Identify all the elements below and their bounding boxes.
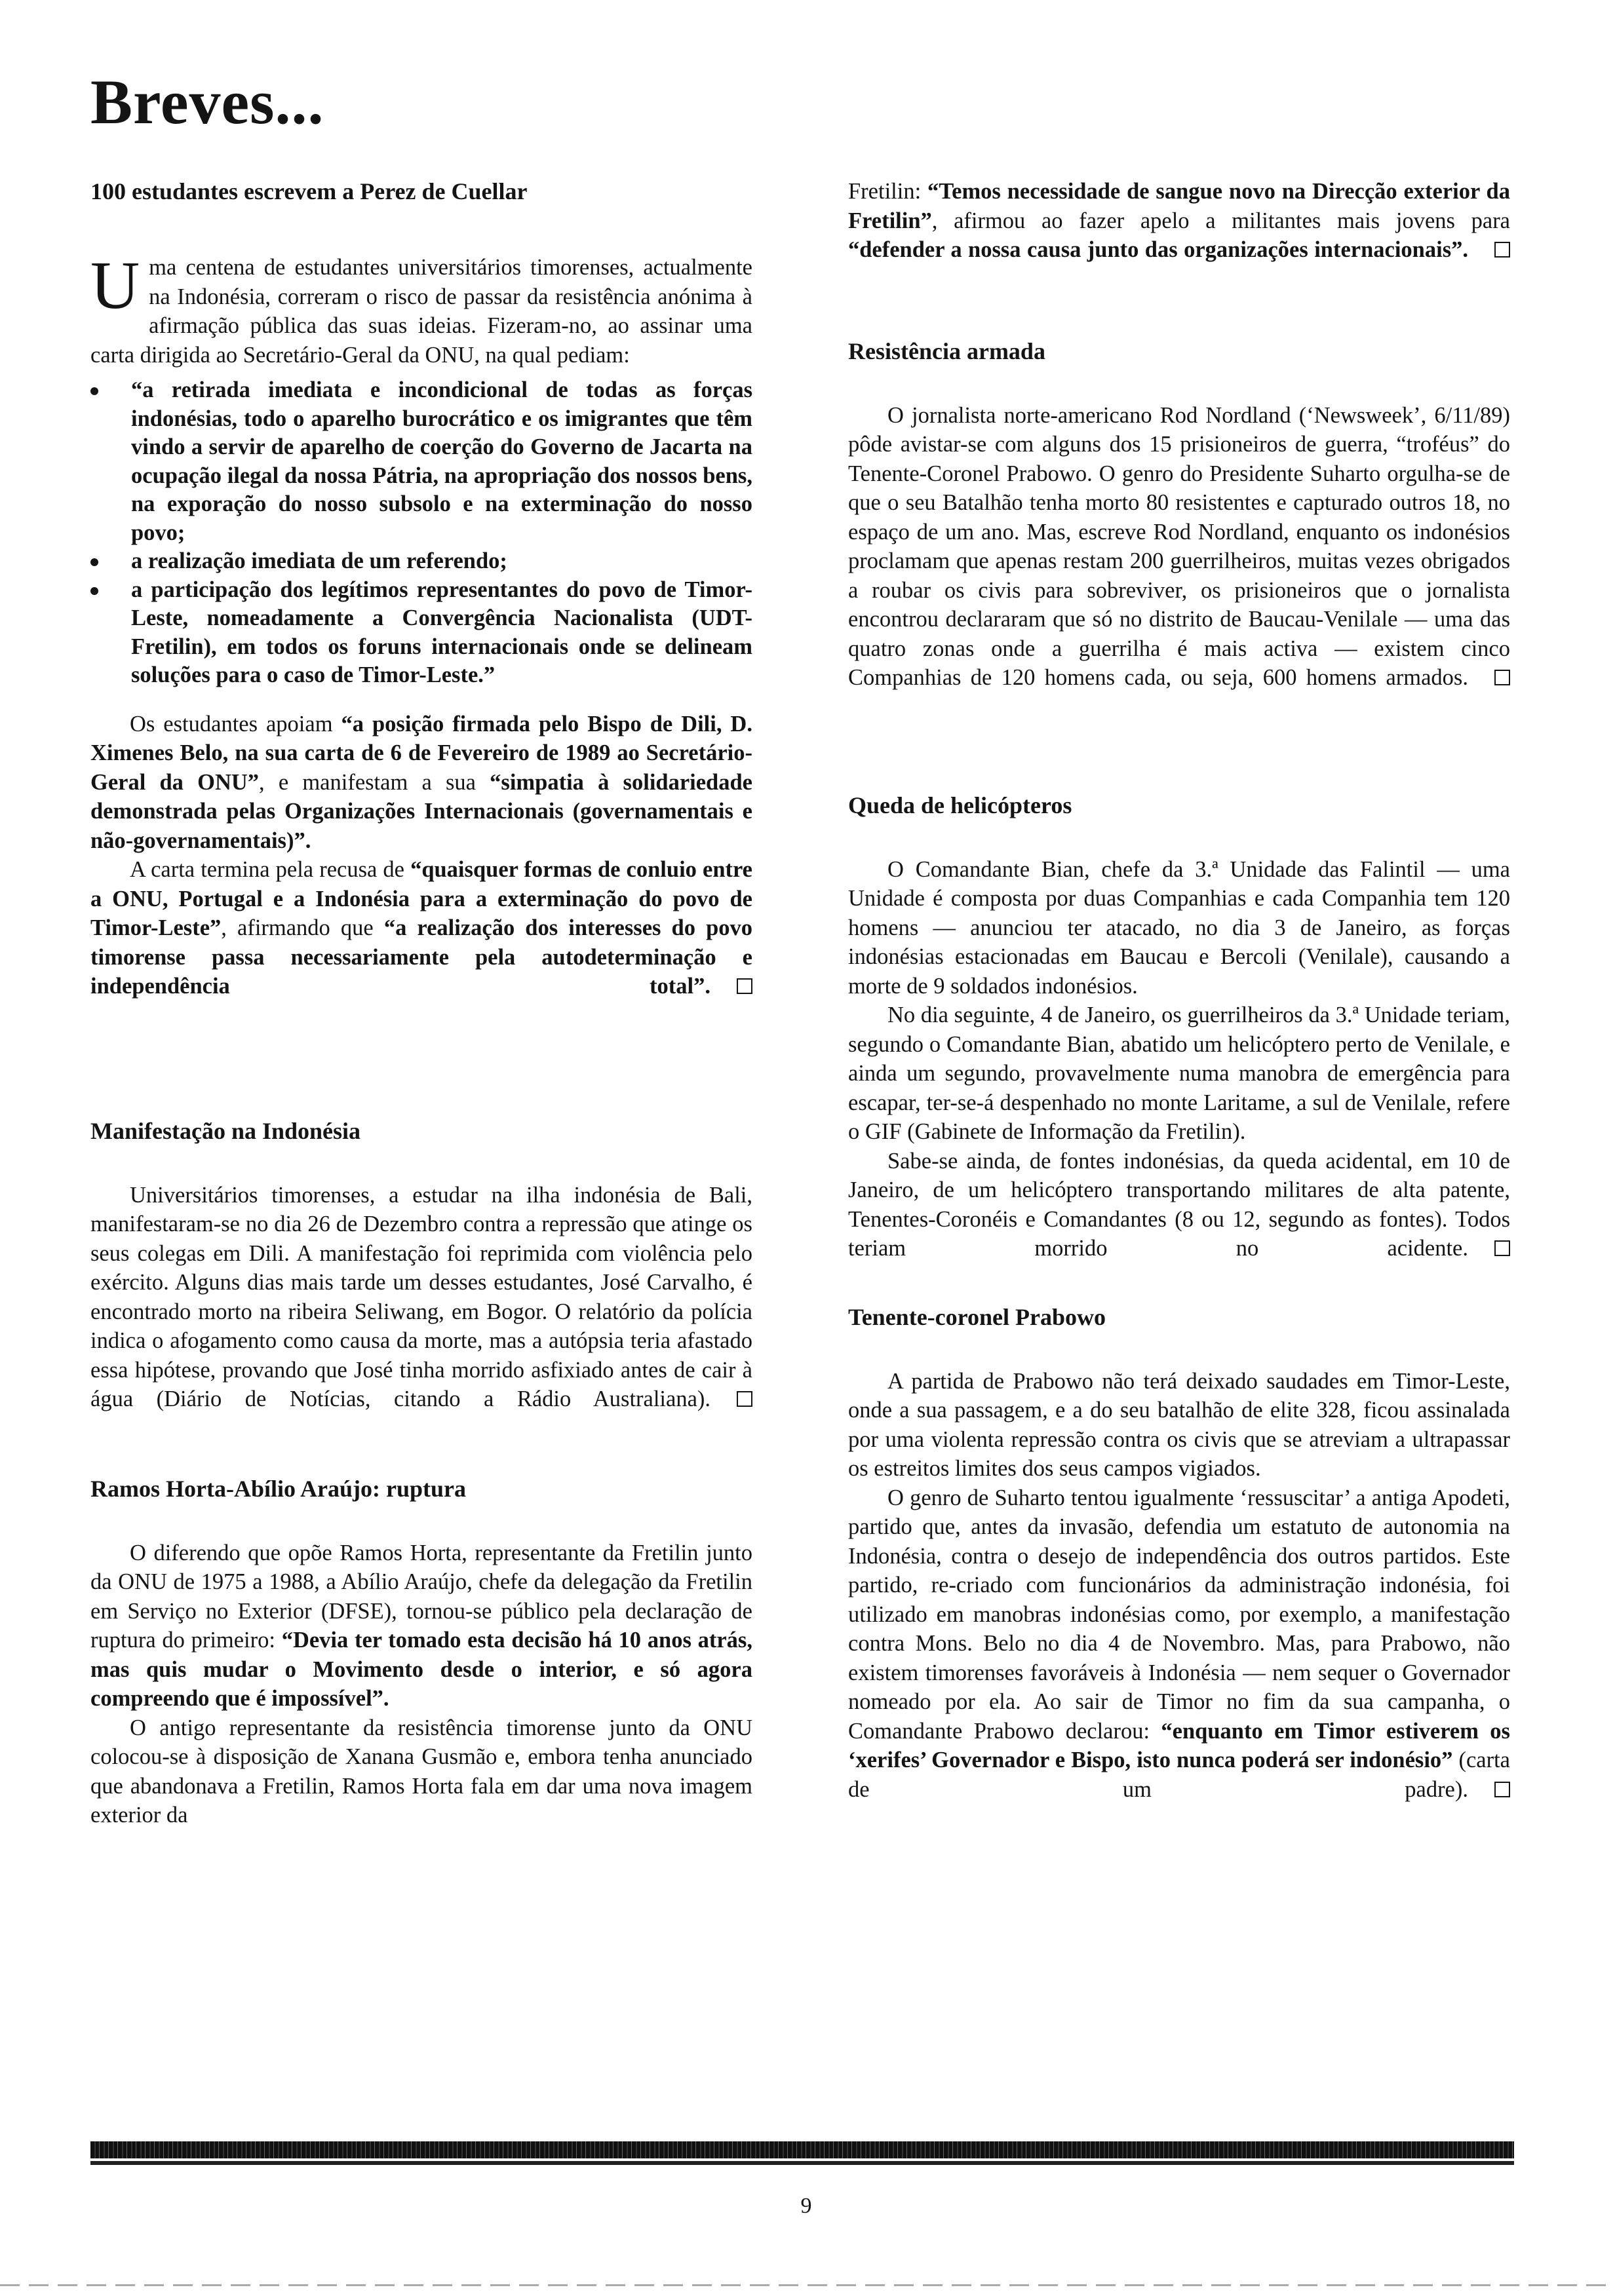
list-item: a realização imediata de um referendo; bbox=[90, 547, 752, 576]
article-paragraph: O jornalista norte-americano Rod Nordland (‘Newsweek’, 6/11/89) pôde avistar-se com alguns dos 15 prisioneiros de guerra, “troféus” do Tenente-Coronel Prabowo. O genro do Presidente Suharto orgulha-se de que o seu Batalhão tenha morto 80 resistentes e capturado outros 18, no espaço de um ano. Mas, escreve Rod Nordland, enquanto os indonésios proclamam que apenas restam 200 guerrilheiros, muitas vezes obrigados a roubar os civis para sobreviver, os prisioneiros que o jornalista encontrou declararam que só no distrito de Baucau-Venilale — uma das quatro zonas onde a guerrilha é mais activa — existem cinco Companhias de 120 homens cada, ou seja, 600 homens armados. bbox=[848, 401, 1510, 693]
list-item: “a retirada imediata e incondicional de todas as forças indonésias, todo o aparelho burocrático e os imigrantes que têm vindo a servir de aparelho de coerção do Governo de Jacarta na ocupação ilegal da nossa Pátria, na apropriação dos nossos bens, na exporação do nosso subsolo e na exterminação do nosso povo; bbox=[90, 376, 752, 547]
drop-cap: U bbox=[90, 248, 140, 323]
article-heading: 100 estudantes escrevem a Perez de Cuellar bbox=[90, 178, 528, 204]
footer-rule bbox=[90, 2141, 1514, 2158]
article-heading: Tenente-coronel Prabowo bbox=[848, 1303, 1106, 1330]
page-number: 9 bbox=[800, 2194, 812, 2218]
page-title: Breves... bbox=[90, 67, 324, 137]
article-paragraph: A partida de Prabowo não terá deixado saudades em Timor-Leste, onde a sua passagem, e a do seu batalhão de elite 328, ficou assinalada por uma violenta repressão contra os civis que se atreviam a ultrapassar os estreitos limites dos seus campos vigiados. bbox=[848, 1368, 1510, 1481]
article-paragraph: Os estudantes apoiam “a posição firmada pelo Bispo de Dili, D. Ximenes Belo, na sua carta de 6 de Fevereiro de 1989 ao Secretário-Geral da ONU”, e manifestam a sua “simpatia à solidariedade demonstrada pelas Organizações Internacionais (governamentais e não-governamentais)”. bbox=[90, 711, 752, 853]
article-paragraph: Universitários timorenses, a estudar na ilha indonésia de Bali, manifestaram-se no dia 26 de Dezembro contra a repressão que atinge os seus colegas em Dili. A manifestação foi reprimida com violência pelo exército. Alguns dias mais tarde um desses estudantes, José Carvalho, é encontrado morto na ribeira Seliwang, em Bogor. O relatório da polícia indica o afogamento como causa da morte, mas a autópsia teria afastado essa hipótese, provando que José tinha morrido asfixiado antes de cair à água (Diário de Notícias, citando a Rádio Australiana). bbox=[90, 1181, 752, 1414]
article-helicopteros bbox=[848, 791, 1510, 1263]
article-prabowo bbox=[848, 1303, 1510, 1805]
article-paragraph: A carta termina pela recusa de “quaisquer formas de conluio entre a ONU, Portugal e a Indonésia para a exterminação do povo de Timor-Leste”, afirmando que “a realização dos interesses do povo timorense passa necessariamente pela autodeterminação e independência total”. bbox=[90, 855, 752, 1001]
article-paragraph: Uma centena de estudantes universitários timorenses, actualmente na Indonésia, correram o risco de passar da resistência anónima à afirmação pública das suas ideias. Fizeram-no, ao assinar uma carta dirigida ao Secretário-Geral da ONU, na qual pediam: bbox=[90, 248, 752, 368]
article-paragraph: Fretilin: “Temos necessidade de sangue novo na Direcção exterior da Fretilin”, afirmou ao fazer apelo a militantes mais jovens para “defender a nossa causa junto das organizações internacionais”. bbox=[848, 177, 1510, 265]
article-heading: Queda de helicópteros bbox=[848, 792, 1072, 818]
article-ramos-horta bbox=[90, 1474, 752, 1830]
article-paragraph: O antigo representante da resistência timorense junto da ONU colocou-se à disposição de Xanana Gusmão e, embora tenha anunciado que abandonava a Fretilin, Ramos Horta fala em dar uma nova imagem exterior da bbox=[90, 1715, 752, 1827]
article-paragraph: O genro de Suharto tentou igualmente ‘ressuscitar’ a antiga Apodeti, partido que, antes da invasão, defendia um estatuto de autonomia na Indonésia, contra o desejo de independência dos outros partidos. Este partido, re-criado com funcionários da administração indonésia, foi utilizado em manobras indonésias como, por exemplo, a manifestação contra Mons. Belo no dia 4 de Novembro. Mas, para Prabowo, não existem timorenses favoráveis à Indonésia — nem sequer o Governador nomeado por ela. Ao sair de Timor no fim da sua campanha, o Comandante Prabowo declarou: “enquanto em Timor estiverem os ‘xerifes’ Governador e Bispo, isto nunca poderá ser indonésio” (carta de um padre). bbox=[848, 1483, 1510, 1805]
article-paragraph: Sabe-se ainda, de fontes indonésias, da queda acidental, em 10 de Janeiro, de um helicóptero transportando militares de alta patente, Tenentes-Coronéis e Comandantes (8 ou 12, segundo as fontes). Todos teriam morrido no acidente. bbox=[848, 1147, 1510, 1263]
article-estudantes bbox=[90, 177, 752, 1001]
article-heading: Ramos Horta-Abílio Araújo: ruptura bbox=[90, 1475, 466, 1502]
article-manifestacao bbox=[90, 1117, 752, 1414]
article-paragraph: O Comandante Bian, chefe da 3.ª Unidade das Falintil — uma Unidade é composta por duas Companhias e cada Companhia tem 120 homens — anunciou ter atacado, no dia 3 de Janeiro, as forças indonésias estacionadas em Baucau e Bercoli (Venilale), causando a morte de 9 soldados indonésios. bbox=[848, 856, 1510, 999]
left-column bbox=[90, 177, 752, 1830]
scan-edge-line bbox=[0, 2284, 1615, 2286]
article-ramos-horta-continued bbox=[848, 177, 1510, 265]
article-paragraph: No dia seguinte, 4 de Janeiro, os guerrilheiros da 3.ª Unidade teriam, segundo o Comandante Bian, abatido um helicóptero perto de Venilale, e ainda um segundo, provavelmente numa manobra de emergência para escapar, ter-se-á despenhado no monte Laritame, a sul de Venilale, refere o GIF (Gabinete de Informação da Fretilin). bbox=[848, 1003, 1510, 1144]
article-heading: Resistência armada bbox=[848, 337, 1045, 364]
list-item: a participação dos legítimos representantes do povo de Timor-Leste, nomeadamente a Convergência Nacionalista (UDT-Fretilin), em todos os foruns internacionais onde se delineam soluções para o caso de Timor-Leste.” bbox=[90, 576, 752, 690]
article-paragraph: O diferendo que opõe Ramos Horta, representante da Fretilin junto da ONU de 1975 a 1988, a Abílio Araújo, chefe da delegação da Fretilin em Serviço no Exterior (DFSE), tornou-se público pela declaração de ruptura do primeiro: “Devia ter tomado esta decisão há 10 anos atrás, mas quis mudar o Movimento desde o interior, e só agora compreendo que é impossível”. bbox=[90, 1540, 752, 1711]
article-resistencia bbox=[848, 337, 1510, 693]
article-heading: Manifestação na Indonésia bbox=[90, 1117, 361, 1144]
demands-list bbox=[90, 376, 752, 690]
right-column bbox=[848, 177, 1510, 1804]
